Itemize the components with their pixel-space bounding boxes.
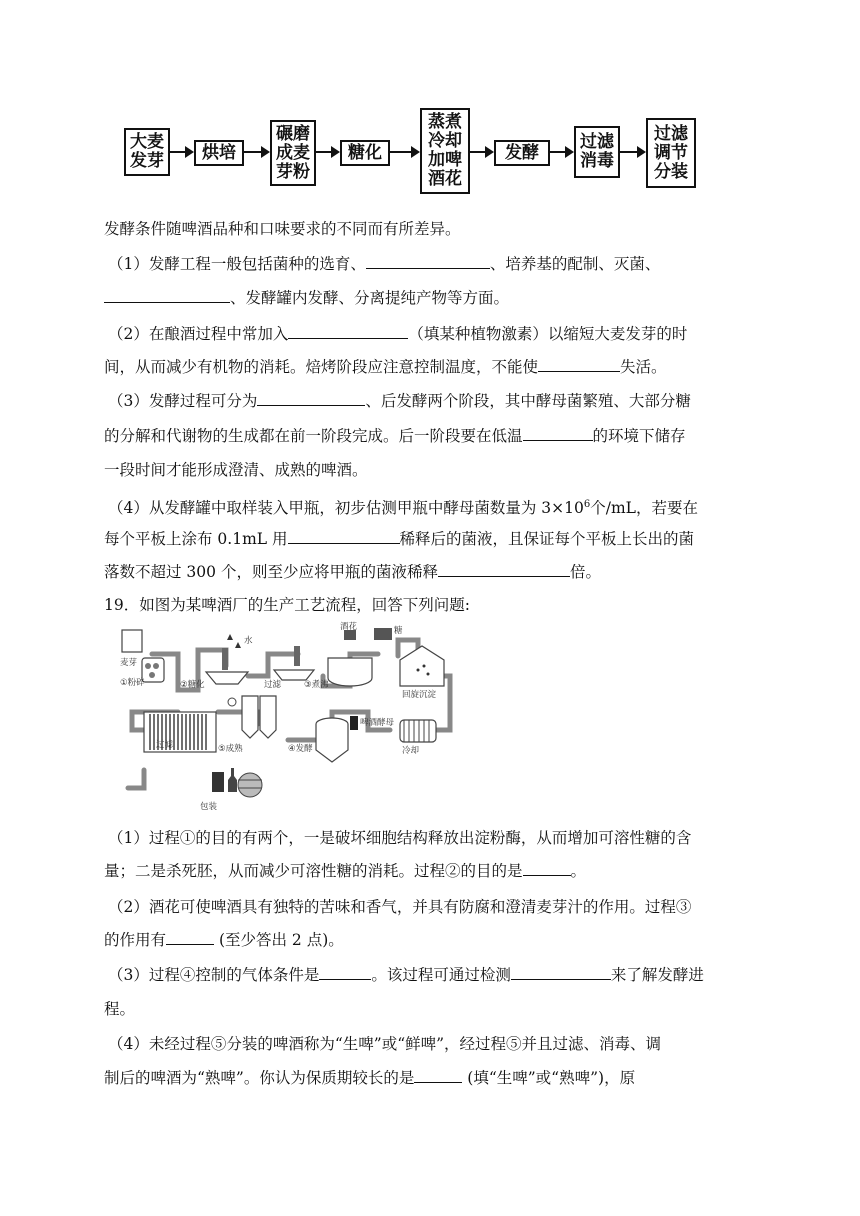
text-span: （1）发酵工程一般包括菌种的选育、 [108,255,366,273]
process-flowchart [122,108,742,198]
text-span: 的分解和代谢物的生成都在前一阶段完成。后一阶段要在低温 [104,427,523,445]
text-span: 、后发酵两个阶段，其中酵母菌繁殖、大部分糖 [365,392,691,410]
flow-box-fermentation: 发酵 [494,140,550,166]
flow-box-saccharification: 糖化 [340,140,390,166]
q19-3-line1 [108,964,768,986]
q18-4-line3 [104,561,764,583]
figure-label: ⑤成熟 [218,744,243,754]
q18-3-line3: 一段时间才能形成澄清、成熟的啤酒。 [104,461,368,479]
text-span: 落数不超过 300 个，则至少应将甲瓶的菌液稀释 [104,563,438,581]
q19-2-line2 [104,929,764,951]
text-span: 量；二是杀死胚，从而减少可溶性糖的消耗。过程②的目的是 [104,862,523,880]
text-span: 稀释后的菌液，且保证每个平板上长出的菌 [399,530,695,548]
text-span: （3）过程④控制的气体条件是 [108,966,320,984]
text-span: 的环境下储存 [592,427,686,445]
figure-label: 冷却 [402,746,420,756]
text-span: 。该过程可通过检测 [371,966,511,984]
figure-label: 啤酒酵母 [360,718,395,728]
flow-box-boiling-cooling-hops: 蒸煮 冷却 加啤 酒花 [420,108,470,194]
flow-box-filter-disinfect: 过滤 消毒 [574,126,620,178]
flow-box-barley-germination: 大麦 发芽 [124,128,170,176]
answer-blank[interactable] [166,929,214,945]
flow-arrow [470,151,492,153]
figure-label: ③煮沸 [304,680,329,690]
figure-label: 回旋沉淀 [402,690,437,700]
brewery-diagram-svg [118,620,458,812]
text-span: 间，从而减少有机物的消耗。焙烤阶段应注意控制温度，不能使 [104,358,539,376]
flow-arrow [550,151,572,153]
figure-label: ②糖化 [180,680,205,690]
q19-2-line1: （2）酒花可使啤酒具有独特的苦味和香气，并具有防腐和澄清麦芽汁的作用。过程③ [108,898,692,916]
q19-1-line1: （1）过程①的目的有两个，一是破坏细胞结构释放出淀粉酶，从而增加可溶性糖的含 [108,829,692,847]
answer-blank[interactable] [511,964,611,980]
figure-label: 过滤 [156,740,174,750]
q18-1-line2 [104,287,764,309]
flow-arrow [390,151,418,153]
answer-blank[interactable] [523,425,593,441]
q18-2-line1 [108,323,768,345]
text-span: （填某种植物激素）以缩短大麦发芽的时 [408,325,688,343]
answer-blank[interactable] [257,390,365,406]
text-span: 来了解发酵进 [610,966,704,984]
answer-blank[interactable] [438,561,570,577]
q19-4-line2 [104,1067,764,1089]
q18-4-line1 [108,494,768,519]
text-span: （3）发酵过程可分为 [108,392,258,410]
figure-label: 包装 [200,802,218,812]
flow-box-baking: 烘培 [194,140,244,166]
text-span: (至少答出 2 点)。 [214,931,344,949]
flow-arrow [170,151,192,153]
flow-arrow [244,151,268,153]
text-span: 。 [570,862,587,880]
flow-arrow [620,151,644,153]
q18-1-line1 [108,253,768,275]
text-span: (填“生啤”或“熟啤”)，原 [462,1069,636,1087]
answer-blank[interactable] [523,860,571,876]
figure-label: 酒花 [340,622,358,632]
text-span: 个/mL，若要在 [590,499,698,518]
answer-blank[interactable] [319,964,371,980]
answer-blank[interactable] [288,528,400,544]
text-span: 制后的啤酒为“熟啤”。你认为保质期较长的是 [104,1069,415,1087]
text-span: 倍。 [569,563,601,581]
figure-label: 水 [244,636,253,646]
flow-box-filter-adjust-pack: 过滤 调节 分装 [646,118,696,188]
answer-blank[interactable] [366,253,490,269]
figure-label: ④发酵 [288,744,313,754]
answer-blank[interactable] [104,287,230,303]
text-span: 、发酵罐内发酵、分离提纯产物等方面。 [230,289,510,307]
text-span: 、培养基的配制、灭菌、 [489,255,661,273]
q19-4-line1: （4）未经过程⑤分装的啤酒称为“生啤”或“鲜啤”，经过程⑤并且过滤、消毒、调 [108,1035,662,1053]
text-span: 失活。 [620,358,667,376]
text-span: 每个平板上涂布 0.1mL 用 [104,530,288,548]
answer-blank[interactable] [288,323,408,339]
intro-line: 发酵条件随啤酒品种和口味要求的不同而有所差异。 [104,220,461,238]
answer-blank[interactable] [414,1067,462,1083]
q18-3-line1 [108,390,768,412]
answer-blank[interactable] [538,356,620,372]
q19-3-line2: 程。 [104,1000,136,1018]
q18-3-line2 [104,425,764,447]
q18-2-line2 [104,356,764,378]
q18-4-line2 [104,528,764,550]
flow-arrow [316,151,338,153]
q19-1-line2 [104,860,764,882]
text-span: （2）在酿酒过程中常加入 [108,325,289,343]
text-span: （4）从发酵罐中取样装入甲瓶，初步估测甲瓶中酵母菌数量为 3×10 [108,499,584,518]
figure-label: 麦芽 [120,658,138,668]
q19-title: 19．如图为某啤酒厂的生产工艺流程，回答下列问题: [104,596,470,614]
brewery-process-figure [118,620,458,812]
text-span: 的作用有 [104,931,167,949]
flow-box-milling: 碾磨 成麦 芽粉 [270,120,316,186]
exponent: 6 [583,499,591,510]
figure-label: 过滤 [264,680,282,690]
figure-label: ①粉碎 [120,678,145,688]
figure-label: 糖 [394,626,403,636]
